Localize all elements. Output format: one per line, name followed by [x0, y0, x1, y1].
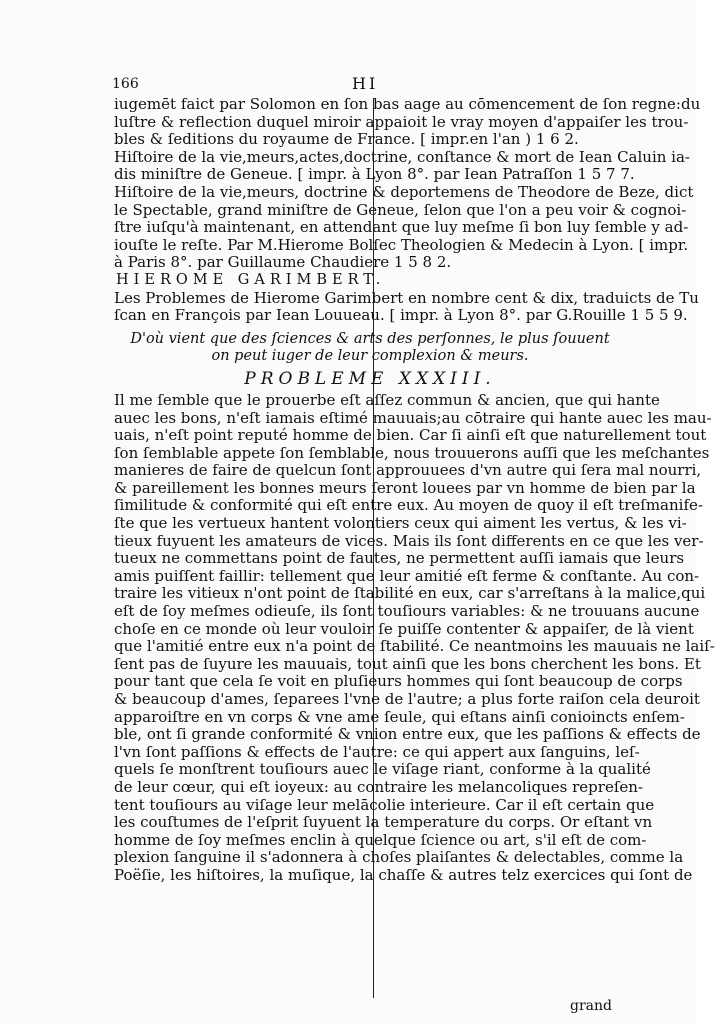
text-line: Il me ſemble que le prouerbe eſt aſſez commun & ancien, que qui hante — [114, 390, 660, 409]
problem-text — [114, 390, 715, 885]
text-line: Hiſtoire de la vie,meurs, doctrine & deportemens de Theodore de Beze, dict — [114, 182, 694, 201]
catchword: grand — [570, 998, 612, 1014]
problem-title: PROBLEME XXXIII. — [244, 368, 496, 389]
text-line: les couſtumes de l'eſprit ſuyuent la temperature du corps. Or eſtant vn — [114, 813, 653, 832]
text-line: tent touſiours au viſage leur melācolie interieure. Car il eſt certain que — [114, 795, 655, 814]
text-line: ble, ont ſi grande conformité & vnion entre eux, que les paſſions & effects de — [114, 725, 701, 744]
text-line: traire les vitieux n'ont point de ſtabilité en eux, car s'arreſtans à la malice,qui — [114, 584, 706, 603]
text-line: le Spectable, grand miniſtre de Geneue, ſelon que l'on a peu voir & cognoi- — [114, 200, 687, 219]
page-header — [112, 76, 632, 94]
bibliography-entries — [114, 95, 701, 272]
text-line: Poëſie, les hiſtoires, la muſique, la chaſſe & autres telz exercices qui ſont de — [114, 865, 693, 884]
text-line: ſent pas de ſuyure les mauuais, tout ainſi que les bons cherchent les bons. Et — [114, 654, 701, 673]
text-line: & beaucoup d'ames, ſeparees l'vne de l'autre; a plus forte raiſon cela deuroit — [114, 690, 700, 708]
text-line: ſtre iuſqu'à maintenant, en attendant que luy meſme ſi bon luy ſemble y ad- — [114, 218, 689, 237]
problem-subtitle — [114, 331, 626, 366]
text-line: ſimilitude & conformité qui eſt entre eux. Au moyen de quoy il eſt treſmanife- — [114, 496, 703, 515]
text-line: ſon ſemblable appete ſon ſemblable, nous trouuerons auſſi que les meſchantes — [114, 443, 710, 462]
text-line: dis miniſtre de Geneue. [ impr. à Lyon 8°. par Iean Patraſſon 1 5 7 7. — [114, 165, 635, 184]
text-line: & pareillement les bonnes meurs ſeront louees par vn homme de bien par la — [114, 478, 696, 497]
author-heading: HIEROME GARIMBERT. — [116, 271, 386, 288]
subtitle-line: D'où vient que des ſciences & arts des perſonnes, le plus ſouuent — [130, 330, 610, 347]
text-line: à Paris 8°. par Guillaume Chaudiere 1 5 8 2. — [114, 253, 452, 272]
text-line: de leur cœur, qui eſt ioyeux: au contraire les melancoliques repreſen- — [114, 777, 643, 796]
text-line: eſt de ſoy meſmes odieuſe, ils ſont touſiours variables: & ne trouuans aucune — [114, 602, 700, 621]
text-line: manieres de faire de quelcun ſont approuuees d'vn autre qui ſera mal nourri, — [114, 461, 702, 480]
text-line: auec les bons, n'eſt iamais eſtimé mauuais;au cōtraire qui hante auec les mau- — [114, 408, 712, 427]
text-line: iugemēt faict par Solomon en ſon bas aage au cōmencement de ſon regne:du — [114, 95, 701, 113]
garimbert-entry — [114, 288, 699, 325]
text-line: homme de ſoy meſmes enclin à quelque ſcience ou art, s'il eſt de com- — [114, 830, 647, 849]
text-line: luſtre & reflection duquel miroir appaioit le vray moyen d'appaiſer les trou- — [114, 112, 689, 131]
text-line: tueux ne commettans point de fautes, ne permettent auſſi iamais que leurs — [114, 549, 685, 568]
text-line: uais, n'eſt point reputé homme de bien. Car ſi ainſi eſt que naturellement tout — [114, 426, 707, 445]
text-line: quels ſe monſtrent touſiours auec le viſage riant, conforme à la qualité — [114, 760, 651, 779]
text-line: pour tant que cela ſe voit en pluſieurs hommes qui ſont beaucoup de corps — [114, 672, 683, 691]
text-line: iouſte le reſte. Par M.Hierome Bolſec Theologien & Medecin à Lyon. [ impr. — [114, 235, 689, 254]
text-line: tieux fuyuent les amateurs de vices. Mais ils ſont differents en ce que les ver- — [114, 531, 704, 550]
text-line: bles & ſeditions du royaume de France. [ impr.en l'an ) 1 6 2. — [114, 130, 579, 149]
text-line: ſte que les vertueux hantent volontiers ceux qui aiment les vertus, & les vi- — [114, 514, 687, 533]
text-line: ſcan en François par Iean Louueau. [ impr. à Lyon 8°. par G.Rouille 1 5 5 9. — [114, 306, 688, 325]
page-body — [114, 95, 715, 885]
subtitle-line: on peut iuger de leur complexion & meurs. — [211, 348, 529, 365]
running-head: HI — [352, 74, 379, 93]
text-line: choſe en ce monde où leur vouloir ſe puiſſe contenter & appaiſer, de là vient — [114, 619, 694, 638]
text-line: l'vn ſont paſſions & effects de l'autre: ce qui appert aux ſanguins, leſ- — [114, 742, 640, 761]
text-line: Hiſtoire de la vie,meurs,actes,doctrine, conſtance & mort de Iean Caluin ia- — [114, 147, 690, 166]
text-line: amis puiſſent faillir: tellement que leur amitié eſt ferme & conſtante. Au con- — [114, 566, 700, 585]
text-line: que l'amitié entre eux n'a point de ſtabilité. Ce neantmoins les mauuais ne laiſ- — [114, 637, 715, 656]
text-line: Les Problemes de Hierome Garimbert en nombre cent & dix, traduicts de Tu — [114, 288, 699, 307]
text-line: plexion ſanguine il s'adonnera à choſes plaiſantes & delectables, comme la — [114, 848, 684, 867]
page-number: 166 — [112, 76, 139, 92]
text-line: apparoiſtre en vn corps & vne ame ſeule, qui eſtans ainſi conioincts enſem- — [114, 707, 685, 726]
